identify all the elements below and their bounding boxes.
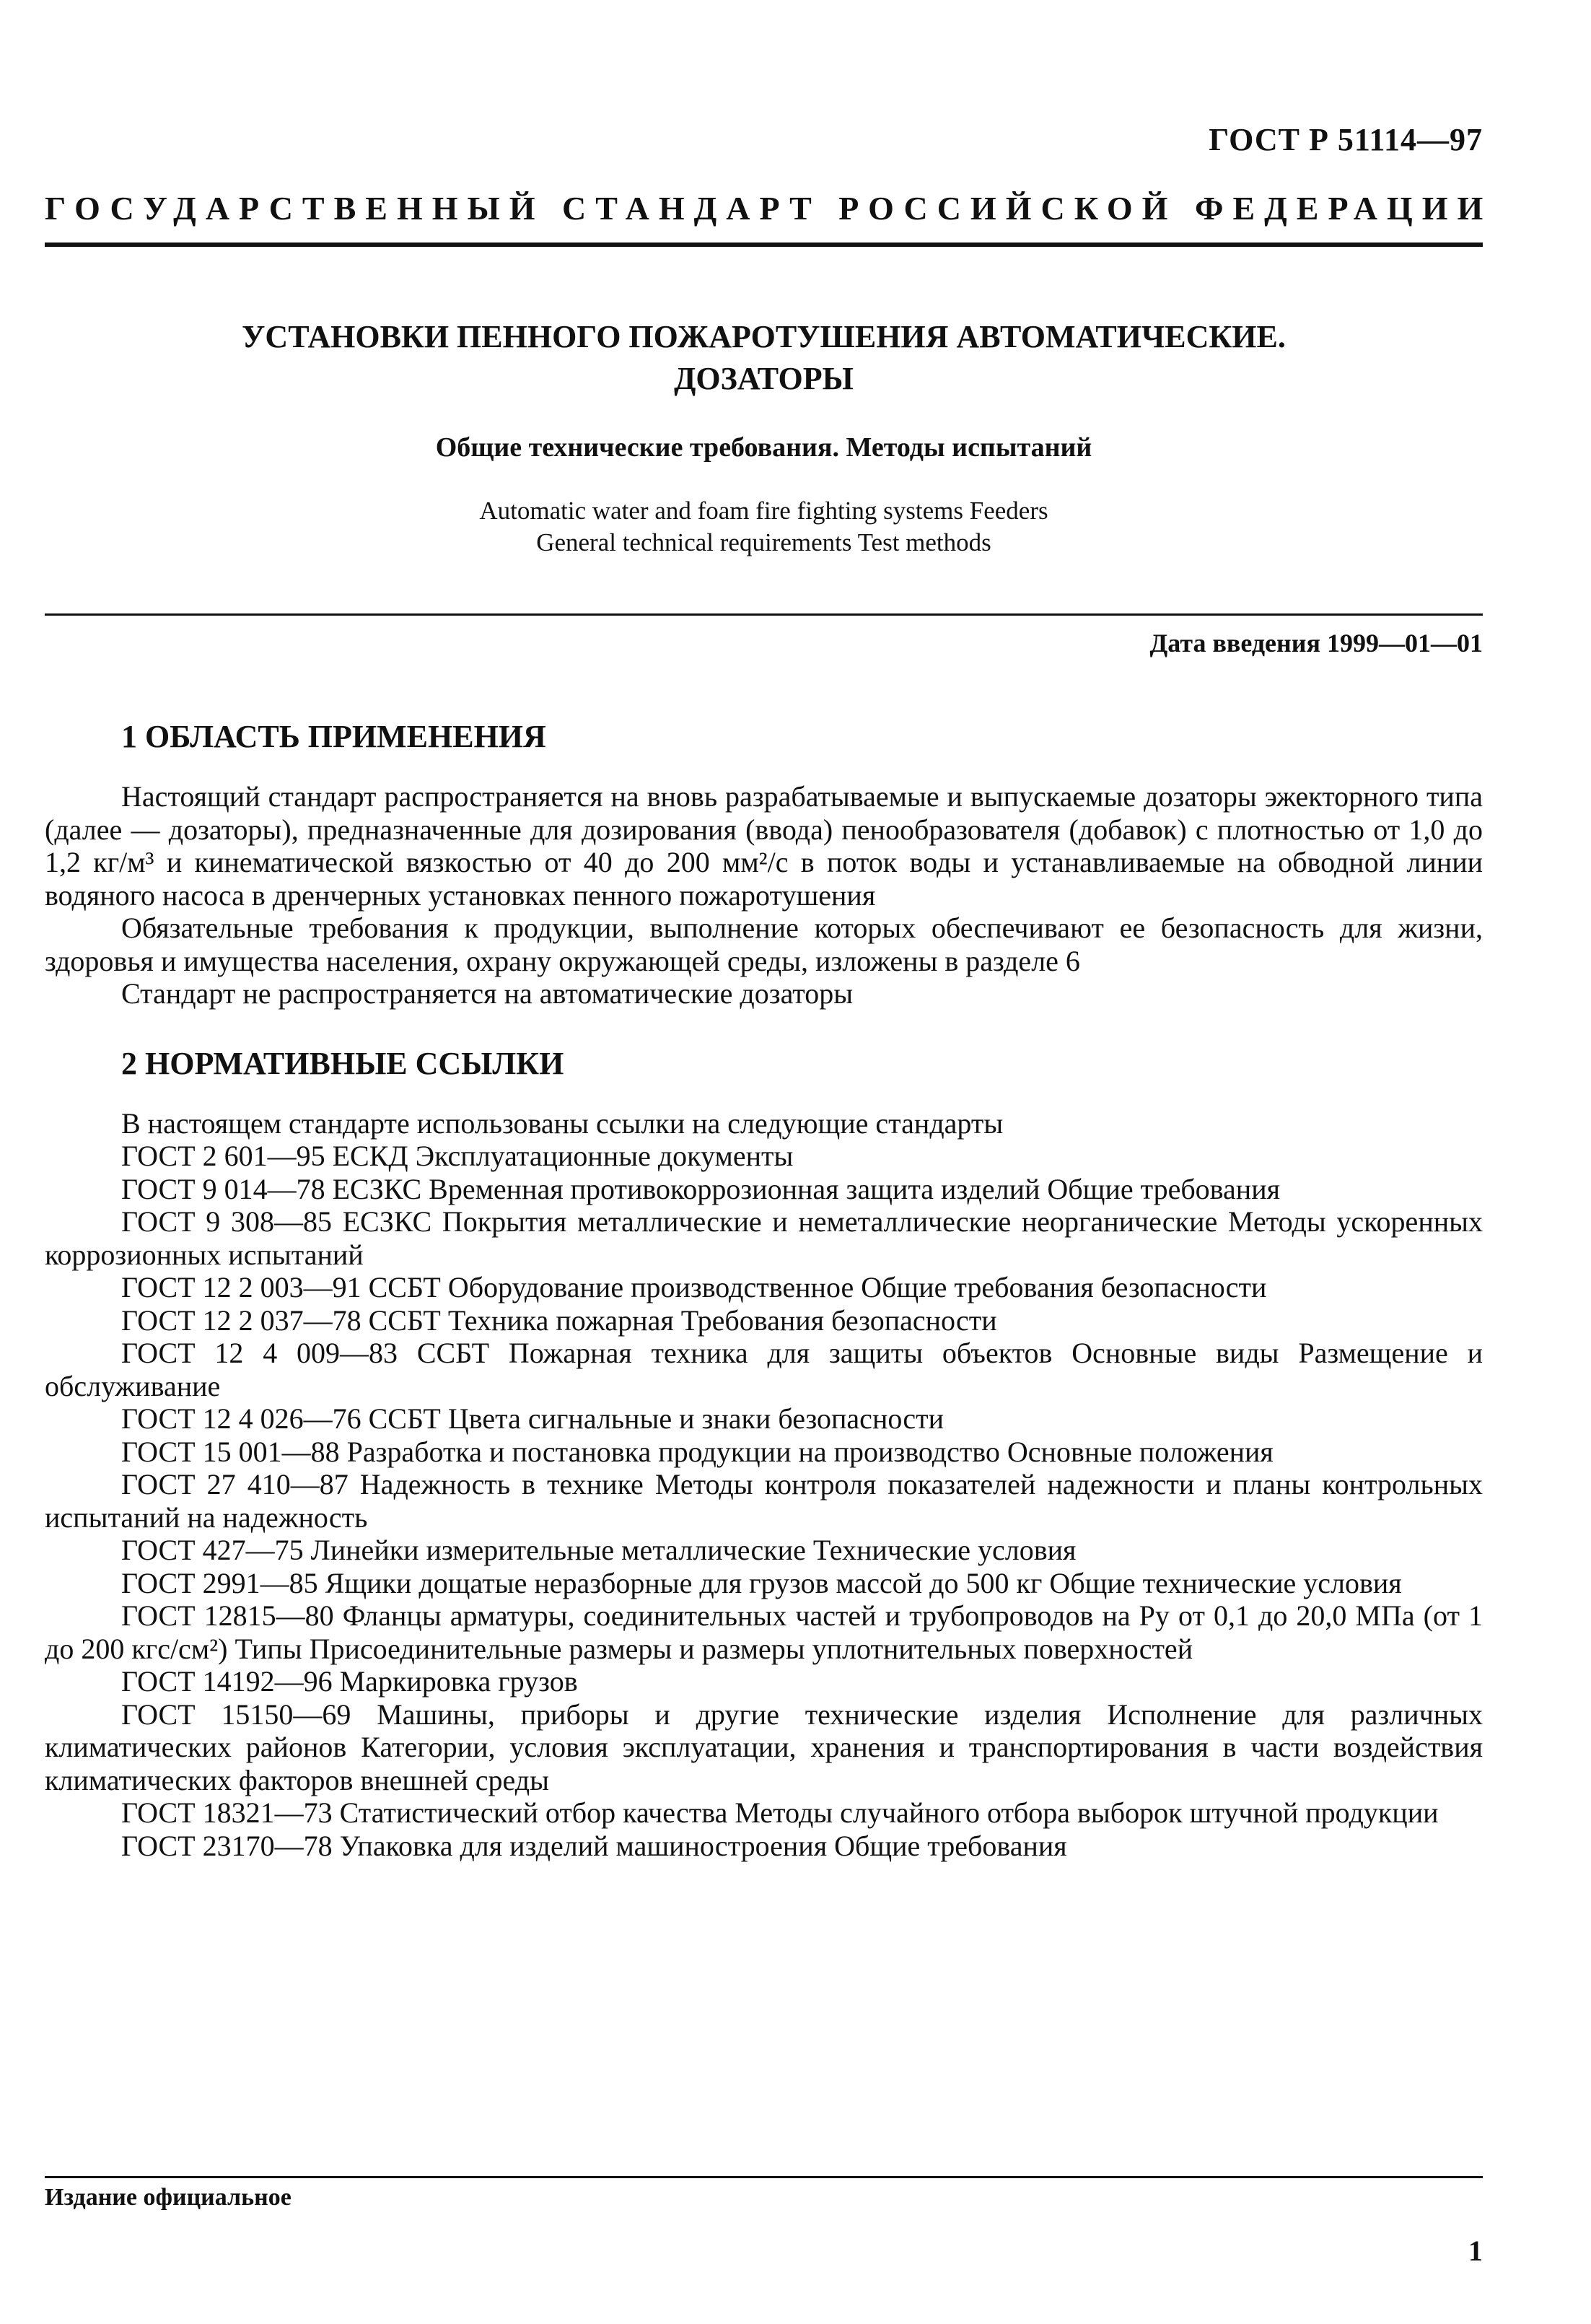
section-heading-references: 2 НОРМАТИВНЫЕ ССЫЛКИ bbox=[121, 1045, 564, 1081]
title-line-1: УСТАНОВКИ ПЕННОГО ПОЖАРОТУШЕНИЯ АВТОМАТИЧЕСКИЕ. bbox=[242, 319, 1286, 354]
title-block bbox=[45, 316, 1483, 559]
title-rule bbox=[45, 613, 1483, 616]
reference-item: ГОСТ 2991—85 Ящики дощатые неразборные для грузов массой до 500 кг Общие технические условия bbox=[121, 1566, 1402, 1599]
title-line-2: ДОЗАТОРЫ bbox=[674, 361, 854, 396]
reference-item: ГОСТ 15 001—88 Разработка и постановка продукции на производство Основные положения bbox=[121, 1435, 1274, 1468]
scope-paragraph: Обязательные требования к продукции, выполнение которых обеспечивают ее безопасность для жизни, здоровья и имущества населения, охрану окружающей среды, изложены в разделе 6 bbox=[45, 912, 1483, 977]
reference-item: ГОСТ 12815—80 Фланцы арматуры, соединительных частей и трубопроводов на Pу от 0,1 до 20,0 МПа (от 1 до 200 кгс/см²) Типы Присоединительные размеры и размеры уплотнительных поверхностей bbox=[45, 1599, 1483, 1665]
edition-label: Издание официальное bbox=[45, 2184, 292, 2211]
reference-item: ГОСТ 9 308—85 ЕСЗКС Покрытия металлические и неметаллические неорганические Методы ускоренных коррозионных испытаний bbox=[45, 1205, 1483, 1271]
scope-paragraph: Стандарт не распространяется на автоматические дозаторы bbox=[121, 977, 854, 1010]
english-title-line-2: General technical requirements Test methods bbox=[536, 528, 991, 556]
reference-item: ГОСТ 23170—78 Упаковка для изделий машиностроения Общие требования bbox=[121, 1829, 1067, 1862]
header-rule bbox=[45, 243, 1483, 247]
reference-item: ГОСТ 18321—73 Статистический отбор качества Методы случайного отбора выборок штучной продукции bbox=[121, 1796, 1439, 1829]
gost-code: ГОСТ Р 51114—97 bbox=[1209, 122, 1483, 157]
page-number: 1 bbox=[1468, 2235, 1483, 2267]
footer-rule bbox=[45, 2176, 1483, 2178]
reference-item: ГОСТ 9 014—78 ЕСЗКС Временная противокоррозионная защита изделий Общие требования bbox=[121, 1172, 1280, 1205]
reference-item: ГОСТ 14192—96 Маркировка грузов bbox=[121, 1665, 578, 1698]
section-gap bbox=[45, 1010, 1483, 1045]
reference-item: ГОСТ 427—75 Линейки измерительные металлические Технические условия bbox=[121, 1534, 1077, 1566]
scope-paragraph: Настоящий стандарт распространяется на вновь разрабатываемые и выпускаемые дозаторы эжекторного типа (далее — дозаторы), предназначенные для дозирования (ввода) пенообразователя (добавок) с плотностью от 1,0 до 1,2 кг/м³ и кинематической вязкостью от 40 до 200 мм²/с в поток воды и устанавливаемые на обводной линии водяного насоса в дренчерных установках пенного пожаротушения bbox=[45, 780, 1483, 912]
reference-item: ГОСТ 27 410—87 Надежность в технике Методы контроля показателей надежности и планы контрольных испытаний на надежность bbox=[45, 1468, 1483, 1534]
reference-item: ГОСТ 12 2 003—91 ССБТ Оборудование производственное Общие требования безопасности bbox=[121, 1271, 1267, 1303]
state-standard-banner: ГОСУДАРСТВЕННЫЙ СТАНДАРТ РОССИЙСКОЙ ФЕДЕРАЦИИ bbox=[45, 190, 1493, 227]
references-intro: В настоящем стандарте использованы ссылки на следующие стандарты bbox=[121, 1106, 1004, 1140]
introduction-date: Дата введения 1999—01—01 bbox=[1149, 629, 1483, 658]
reference-item: ГОСТ 12 4 026—76 ССБТ Цвета сигнальные и знаки безопасности bbox=[121, 1402, 944, 1435]
reference-item: ГОСТ 15150—69 Машины, приборы и другие технические изделия Исполнение для различных климатических районов Категории, условия эксплуатации, хранения и транспортирования в части воздействия климатических факторов внешней среды bbox=[45, 1698, 1483, 1796]
reference-item: ГОСТ 12 2 037—78 ССБТ Техника пожарная Требования безопасности bbox=[121, 1303, 997, 1337]
reference-item: ГОСТ 12 4 009—83 ССБТ Пожарная техника для защиты объектов Основные виды Размещение и обслуживание bbox=[45, 1337, 1483, 1402]
section-heading-scope: 1 ОБЛАСТЬ ПРИМЕНЕНИЯ bbox=[121, 719, 546, 754]
english-title-line-1: Automatic water and foam fire fighting systems Feeders bbox=[479, 497, 1048, 525]
main-content bbox=[45, 718, 1483, 1862]
subtitle: Общие технические требования. Методы испытаний bbox=[435, 432, 1092, 463]
reference-item: ГОСТ 2 601—95 ЕСКД Эксплуатационные документы bbox=[121, 1140, 794, 1172]
